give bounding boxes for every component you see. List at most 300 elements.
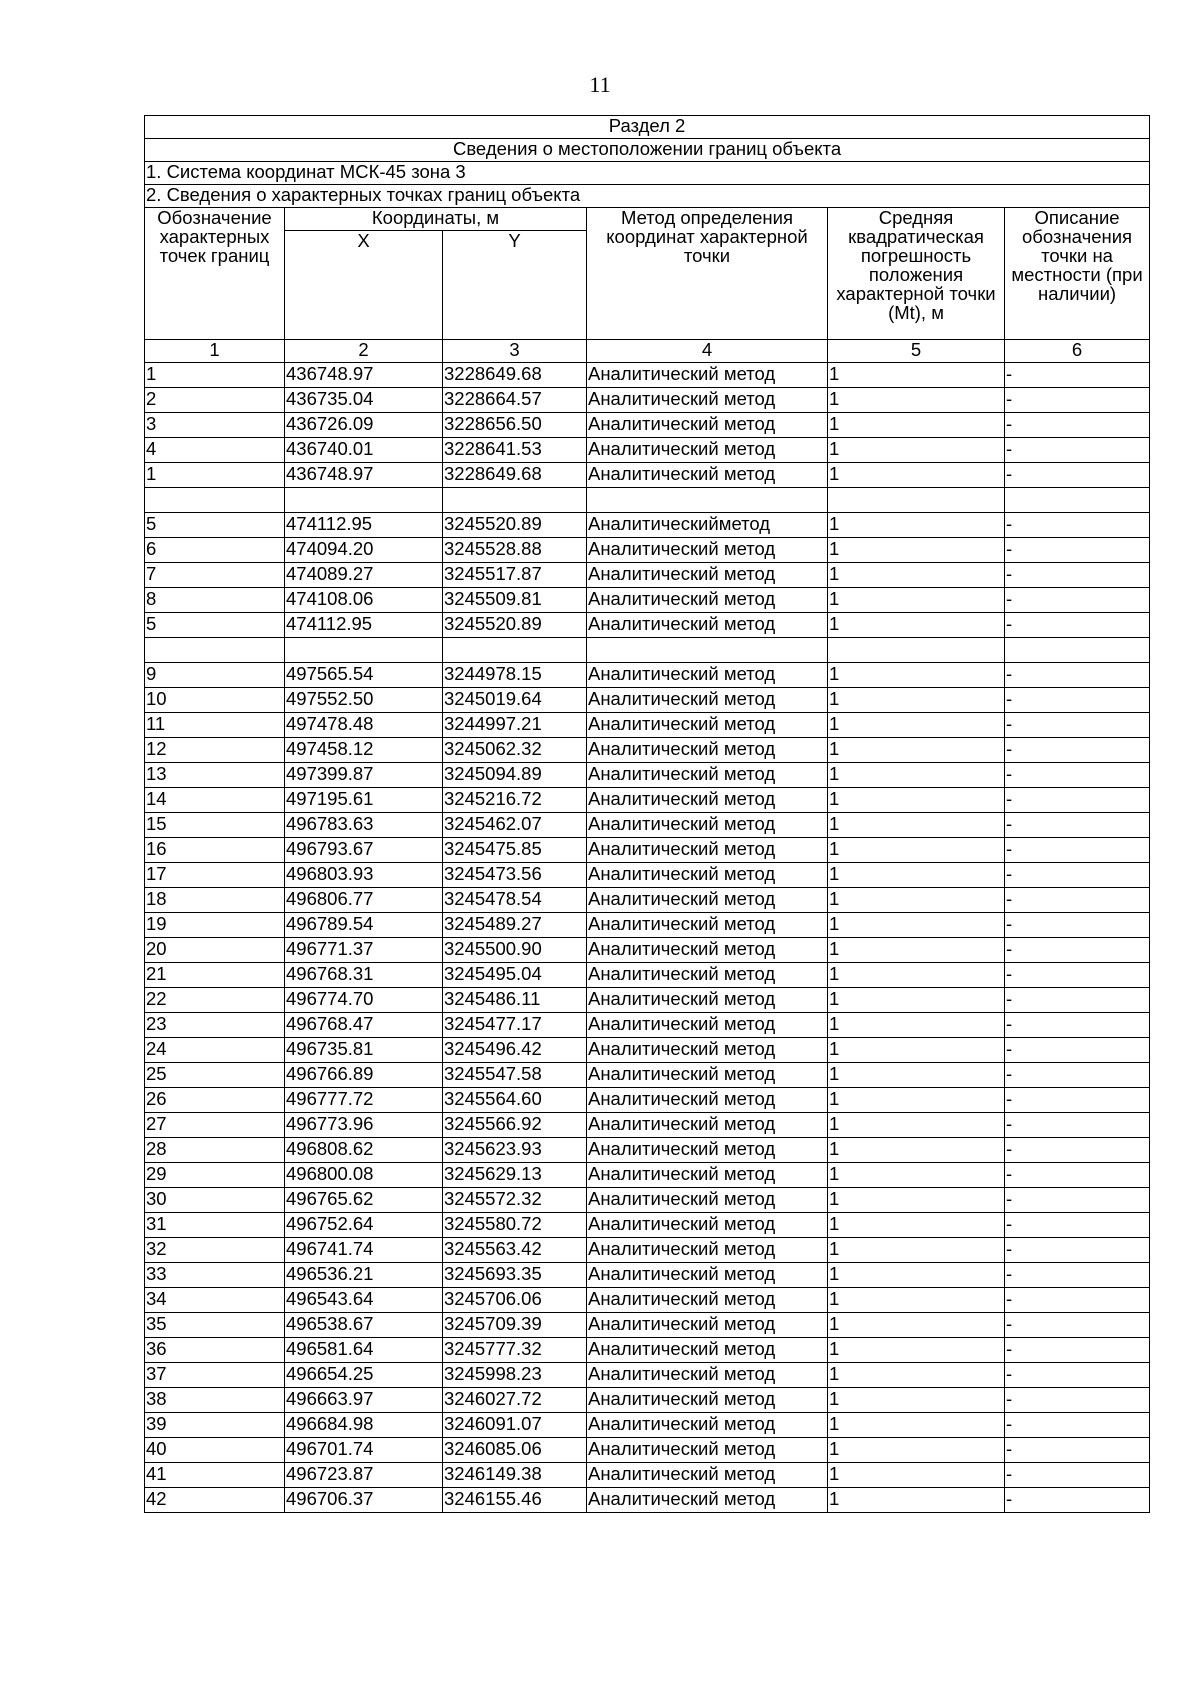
x-coordinate-cell: 496766.89 (285, 1063, 443, 1088)
description-cell: - (1005, 1263, 1150, 1288)
point-number-cell: 14 (145, 788, 285, 813)
table-row (145, 738, 1150, 763)
description-cell: - (1005, 738, 1150, 763)
point-number-cell: 38 (145, 1388, 285, 1413)
x-coordinate-cell: 496765.62 (285, 1188, 443, 1213)
y-coordinate-cell: 3245528.88 (443, 538, 587, 563)
method-cell: Аналитический метод (587, 1288, 828, 1313)
point-number-cell: 26 (145, 1088, 285, 1113)
method-cell: Аналитический метод (587, 1138, 828, 1163)
table-row (145, 1463, 1150, 1488)
x-coordinate-cell: 496701.74 (285, 1438, 443, 1463)
y-coordinate-cell (443, 638, 587, 663)
method-cell: Аналитический метод (587, 1313, 828, 1338)
y-coordinate-cell: 3245019.64 (443, 688, 587, 713)
description-cell: - (1005, 1113, 1150, 1138)
y-coordinate-cell: 3245777.32 (443, 1338, 587, 1363)
description-cell: - (1005, 1463, 1150, 1488)
method-cell: Аналитический метод (587, 1188, 828, 1213)
table-spacer-row (145, 488, 1150, 513)
column-number: 5 (828, 340, 1005, 363)
y-coordinate-cell: 3245580.72 (443, 1213, 587, 1238)
x-coordinate-cell: 496741.74 (285, 1238, 443, 1263)
point-number-cell: 30 (145, 1188, 285, 1213)
point-number-cell: 8 (145, 588, 285, 613)
table-row (145, 1088, 1150, 1113)
point-number-cell: 6 (145, 538, 285, 563)
error-cell: 1 (828, 963, 1005, 988)
point-number-cell: 24 (145, 1038, 285, 1063)
x-coordinate-cell: 496793.67 (285, 838, 443, 863)
method-cell: Аналитический метод (587, 438, 828, 463)
header-point-designation: Обозначение характерных точек границ (145, 208, 285, 340)
error-cell: 1 (828, 388, 1005, 413)
point-number-cell: 16 (145, 838, 285, 863)
description-cell (1005, 638, 1150, 663)
method-cell: Аналитическийметод (587, 513, 828, 538)
x-coordinate-cell: 474112.95 (285, 513, 443, 538)
header-method: Метод определения координат характерной точки (587, 208, 828, 340)
method-cell: Аналитический метод (587, 1338, 828, 1363)
error-cell: 1 (828, 738, 1005, 763)
table-row (145, 1113, 1150, 1138)
x-coordinate-cell: 436740.01 (285, 438, 443, 463)
description-cell: - (1005, 438, 1150, 463)
y-coordinate-cell: 3245477.17 (443, 1013, 587, 1038)
boundary-points-table (144, 115, 1150, 1513)
y-coordinate-cell (443, 488, 587, 513)
point-number-cell (145, 638, 285, 663)
table-row (145, 763, 1150, 788)
description-cell: - (1005, 1313, 1150, 1338)
description-cell: - (1005, 1138, 1150, 1163)
method-cell: Аналитический метод (587, 1113, 828, 1138)
y-coordinate-cell: 3228641.53 (443, 438, 587, 463)
description-cell: - (1005, 1163, 1150, 1188)
description-cell: - (1005, 1213, 1150, 1238)
table-row (145, 1388, 1150, 1413)
table-row (145, 1338, 1150, 1363)
method-cell: Аналитический метод (587, 763, 828, 788)
description-cell: - (1005, 913, 1150, 938)
y-coordinate-cell: 3245496.42 (443, 1038, 587, 1063)
method-cell: Аналитический метод (587, 888, 828, 913)
description-cell: - (1005, 1088, 1150, 1113)
x-coordinate-cell: 436735.04 (285, 388, 443, 413)
error-cell: 1 (828, 788, 1005, 813)
description-cell: - (1005, 513, 1150, 538)
point-number-cell: 23 (145, 1013, 285, 1038)
error-cell: 1 (828, 538, 1005, 563)
points-info-line: 2. Сведения о характерных точках границ объекта (145, 185, 1150, 208)
table-row (145, 1488, 1150, 1513)
y-coordinate-cell: 3228649.68 (443, 463, 587, 488)
table-row (145, 863, 1150, 888)
description-cell: - (1005, 588, 1150, 613)
y-coordinate-cell: 3245478.54 (443, 888, 587, 913)
y-coordinate-cell: 3245520.89 (443, 513, 587, 538)
column-number: 1 (145, 340, 285, 363)
method-cell: Аналитический метод (587, 563, 828, 588)
point-number-cell: 32 (145, 1238, 285, 1263)
error-cell: 1 (828, 363, 1005, 388)
y-coordinate-cell: 3245094.89 (443, 763, 587, 788)
x-coordinate-cell: 497399.87 (285, 763, 443, 788)
table-row (145, 388, 1150, 413)
table-row (145, 1038, 1150, 1063)
x-coordinate-cell: 496543.64 (285, 1288, 443, 1313)
method-cell: Аналитический метод (587, 813, 828, 838)
table-row (145, 1213, 1150, 1238)
x-coordinate-cell: 496783.63 (285, 813, 443, 838)
y-coordinate-cell: 3245520.89 (443, 613, 587, 638)
description-cell: - (1005, 1063, 1150, 1088)
description-cell: - (1005, 888, 1150, 913)
error-cell: 1 (828, 1038, 1005, 1063)
x-coordinate-cell: 474094.20 (285, 538, 443, 563)
table-row (145, 538, 1150, 563)
method-cell: Аналитический метод (587, 1488, 828, 1513)
table-row (145, 688, 1150, 713)
y-coordinate-cell: 3245517.87 (443, 563, 587, 588)
y-coordinate-cell: 3228664.57 (443, 388, 587, 413)
point-number-cell: 35 (145, 1313, 285, 1338)
description-cell: - (1005, 713, 1150, 738)
x-coordinate-cell: 497458.12 (285, 738, 443, 763)
x-coordinate-cell: 496706.37 (285, 1488, 443, 1513)
point-number-cell: 5 (145, 513, 285, 538)
error-cell: 1 (828, 763, 1005, 788)
y-coordinate-cell: 3245486.11 (443, 988, 587, 1013)
x-coordinate-cell: 496581.64 (285, 1338, 443, 1363)
table-row (145, 788, 1150, 813)
x-coordinate-cell: 474112.95 (285, 613, 443, 638)
x-coordinate-cell: 496773.96 (285, 1113, 443, 1138)
x-coordinate-cell: 496752.64 (285, 1213, 443, 1238)
error-cell: 1 (828, 1088, 1005, 1113)
method-cell: Аналитический метод (587, 838, 828, 863)
y-coordinate-cell: 3245693.35 (443, 1263, 587, 1288)
y-coordinate-cell: 3245572.32 (443, 1188, 587, 1213)
table-row (145, 363, 1150, 388)
y-coordinate-cell: 3245623.93 (443, 1138, 587, 1163)
header-y: Y (443, 231, 587, 340)
column-number: 4 (587, 340, 828, 363)
x-coordinate-cell: 496723.87 (285, 1463, 443, 1488)
point-number-cell: 36 (145, 1338, 285, 1363)
point-number-cell: 29 (145, 1163, 285, 1188)
description-cell: - (1005, 1363, 1150, 1388)
method-cell: Аналитический метод (587, 788, 828, 813)
description-cell: - (1005, 1038, 1150, 1063)
table-row (145, 938, 1150, 963)
description-cell: - (1005, 763, 1150, 788)
method-cell: Аналитический метод (587, 1163, 828, 1188)
method-cell (587, 638, 828, 663)
error-cell (828, 638, 1005, 663)
method-cell: Аналитический метод (587, 413, 828, 438)
error-cell: 1 (828, 588, 1005, 613)
page-number: 11 (589, 72, 611, 97)
table-row (145, 563, 1150, 588)
method-cell: Аналитический метод (587, 613, 828, 638)
point-number-cell: 1 (145, 463, 285, 488)
point-number-cell: 1 (145, 363, 285, 388)
description-cell: - (1005, 363, 1150, 388)
column-number: 6 (1005, 340, 1150, 363)
y-coordinate-cell: 3245629.13 (443, 1163, 587, 1188)
point-number-cell: 40 (145, 1438, 285, 1463)
table-row (145, 1363, 1150, 1388)
x-coordinate-cell (285, 488, 443, 513)
table-spacer-row (145, 638, 1150, 663)
description-cell: - (1005, 413, 1150, 438)
coordinate-system-line: 1. Система координат МСК-45 зона 3 (145, 162, 1150, 185)
error-cell: 1 (828, 1013, 1005, 1038)
x-coordinate-cell: 496771.37 (285, 938, 443, 963)
method-cell: Аналитический метод (587, 1363, 828, 1388)
description-cell: - (1005, 963, 1150, 988)
table-row (145, 963, 1150, 988)
description-cell: - (1005, 988, 1150, 1013)
point-number-cell: 7 (145, 563, 285, 588)
description-cell: - (1005, 1388, 1150, 1413)
error-cell: 1 (828, 463, 1005, 488)
description-cell: - (1005, 1238, 1150, 1263)
table-row (145, 513, 1150, 538)
table-row (145, 913, 1150, 938)
point-number-cell: 28 (145, 1138, 285, 1163)
method-cell: Аналитический метод (587, 1088, 828, 1113)
error-cell: 1 (828, 1388, 1005, 1413)
error-cell: 1 (828, 1138, 1005, 1163)
method-cell: Аналитический метод (587, 913, 828, 938)
y-coordinate-cell: 3245475.85 (443, 838, 587, 863)
table-row (145, 1063, 1150, 1088)
table-row (145, 463, 1150, 488)
method-cell: Аналитический метод (587, 1238, 828, 1263)
error-cell: 1 (828, 1188, 1005, 1213)
error-cell: 1 (828, 1263, 1005, 1288)
x-coordinate-cell: 496774.70 (285, 988, 443, 1013)
method-cell: Аналитический метод (587, 1013, 828, 1038)
y-coordinate-cell: 3244997.21 (443, 713, 587, 738)
x-coordinate-cell: 496684.98 (285, 1413, 443, 1438)
point-number-cell: 37 (145, 1363, 285, 1388)
description-cell: - (1005, 813, 1150, 838)
y-coordinate-cell: 3245495.04 (443, 963, 587, 988)
x-coordinate-cell: 496789.54 (285, 913, 443, 938)
table-row (145, 1188, 1150, 1213)
table-row (145, 988, 1150, 1013)
y-coordinate-cell: 3245564.60 (443, 1088, 587, 1113)
method-cell: Аналитический метод (587, 1463, 828, 1488)
y-coordinate-cell: 3245473.56 (443, 863, 587, 888)
description-cell: - (1005, 1438, 1150, 1463)
y-coordinate-cell: 3228649.68 (443, 363, 587, 388)
error-cell: 1 (828, 1163, 1005, 1188)
description-cell: - (1005, 1338, 1150, 1363)
description-cell: - (1005, 663, 1150, 688)
method-cell: Аналитический метод (587, 713, 828, 738)
error-cell: 1 (828, 688, 1005, 713)
column-number: 3 (443, 340, 587, 363)
table-row (145, 1263, 1150, 1288)
error-cell: 1 (828, 413, 1005, 438)
point-number-cell: 15 (145, 813, 285, 838)
x-coordinate-cell: 496768.47 (285, 1013, 443, 1038)
table-row (145, 1238, 1150, 1263)
y-coordinate-cell: 3246149.38 (443, 1463, 587, 1488)
error-cell: 1 (828, 1363, 1005, 1388)
method-cell: Аналитический метод (587, 1438, 828, 1463)
point-number-cell: 4 (145, 438, 285, 463)
x-coordinate-cell: 436748.97 (285, 463, 443, 488)
point-number-cell: 22 (145, 988, 285, 1013)
method-cell (587, 488, 828, 513)
error-cell: 1 (828, 1338, 1005, 1363)
method-cell: Аналитический метод (587, 1213, 828, 1238)
x-coordinate-cell: 496538.67 (285, 1313, 443, 1338)
x-coordinate-cell: 496777.72 (285, 1088, 443, 1113)
error-cell: 1 (828, 938, 1005, 963)
table-row (145, 1013, 1150, 1038)
y-coordinate-cell: 3246027.72 (443, 1388, 587, 1413)
column-number: 2 (285, 340, 443, 363)
description-cell: - (1005, 788, 1150, 813)
y-coordinate-cell: 3245998.23 (443, 1363, 587, 1388)
x-coordinate-cell: 497195.61 (285, 788, 443, 813)
method-cell: Аналитический метод (587, 738, 828, 763)
method-cell: Аналитический метод (587, 1388, 828, 1413)
x-coordinate-cell (285, 638, 443, 663)
point-number-cell: 27 (145, 1113, 285, 1138)
point-number-cell: 13 (145, 763, 285, 788)
error-cell: 1 (828, 1488, 1005, 1513)
x-coordinate-cell: 496768.31 (285, 963, 443, 988)
y-coordinate-cell: 3245566.92 (443, 1113, 587, 1138)
error-cell: 1 (828, 888, 1005, 913)
y-coordinate-cell: 3245489.27 (443, 913, 587, 938)
method-cell: Аналитический метод (587, 663, 828, 688)
x-coordinate-cell: 496806.77 (285, 888, 443, 913)
description-cell: - (1005, 1013, 1150, 1038)
y-coordinate-cell: 3245216.72 (443, 788, 587, 813)
method-cell: Аналитический метод (587, 1038, 828, 1063)
table-row (145, 438, 1150, 463)
x-coordinate-cell: 496654.25 (285, 1363, 443, 1388)
table-row (145, 1163, 1150, 1188)
column-numbers-row (145, 340, 1150, 363)
y-coordinate-cell: 3245563.42 (443, 1238, 587, 1263)
y-coordinate-cell: 3245709.39 (443, 1313, 587, 1338)
x-coordinate-cell: 497478.48 (285, 713, 443, 738)
x-coordinate-cell: 496735.81 (285, 1038, 443, 1063)
method-cell: Аналитический метод (587, 463, 828, 488)
y-coordinate-cell: 3245509.81 (443, 588, 587, 613)
method-cell: Аналитический метод (587, 938, 828, 963)
error-cell: 1 (828, 1463, 1005, 1488)
error-cell: 1 (828, 1238, 1005, 1263)
section-subtitle: Сведения о местоположении границ объекта (145, 139, 1150, 162)
point-number-cell: 39 (145, 1413, 285, 1438)
method-cell: Аналитический метод (587, 363, 828, 388)
x-coordinate-cell: 496800.08 (285, 1163, 443, 1188)
section-title: Раздел 2 (145, 116, 1150, 139)
description-cell: - (1005, 1488, 1150, 1513)
error-cell: 1 (828, 1438, 1005, 1463)
method-cell: Аналитический метод (587, 1263, 828, 1288)
point-number-cell: 21 (145, 963, 285, 988)
point-number-cell: 2 (145, 388, 285, 413)
description-cell: - (1005, 863, 1150, 888)
error-cell: 1 (828, 1413, 1005, 1438)
table-row (145, 1313, 1150, 1338)
error-cell: 1 (828, 438, 1005, 463)
error-cell: 1 (828, 663, 1005, 688)
x-coordinate-cell: 474089.27 (285, 563, 443, 588)
point-number-cell: 19 (145, 913, 285, 938)
point-number-cell: 10 (145, 688, 285, 713)
description-cell: - (1005, 613, 1150, 638)
table-row (145, 413, 1150, 438)
header-x: X (285, 231, 443, 340)
error-cell: 1 (828, 1213, 1005, 1238)
y-coordinate-cell: 3245062.32 (443, 738, 587, 763)
point-number-cell: 42 (145, 1488, 285, 1513)
point-number-cell: 20 (145, 938, 285, 963)
point-number-cell: 12 (145, 738, 285, 763)
error-cell: 1 (828, 863, 1005, 888)
x-coordinate-cell: 497565.54 (285, 663, 443, 688)
error-cell: 1 (828, 513, 1005, 538)
table-row (145, 1288, 1150, 1313)
description-cell: - (1005, 938, 1150, 963)
table-row (145, 888, 1150, 913)
point-number-cell: 34 (145, 1288, 285, 1313)
table-row (145, 713, 1150, 738)
description-cell: - (1005, 388, 1150, 413)
point-number-cell (145, 488, 285, 513)
method-cell: Аналитический метод (587, 388, 828, 413)
method-cell: Аналитический метод (587, 688, 828, 713)
point-number-cell: 18 (145, 888, 285, 913)
point-number-cell: 5 (145, 613, 285, 638)
point-number-cell: 41 (145, 1463, 285, 1488)
error-cell: 1 (828, 1063, 1005, 1088)
point-number-cell: 31 (145, 1213, 285, 1238)
error-cell: 1 (828, 563, 1005, 588)
error-cell: 1 (828, 1288, 1005, 1313)
error-cell: 1 (828, 713, 1005, 738)
error-cell: 1 (828, 838, 1005, 863)
method-cell: Аналитический метод (587, 1063, 828, 1088)
y-coordinate-cell: 3245500.90 (443, 938, 587, 963)
error-cell: 1 (828, 913, 1005, 938)
y-coordinate-cell: 3245462.07 (443, 813, 587, 838)
method-cell: Аналитический метод (587, 538, 828, 563)
table-row (145, 1138, 1150, 1163)
point-number-cell: 11 (145, 713, 285, 738)
y-coordinate-cell: 3246155.46 (443, 1488, 587, 1513)
error-cell: 1 (828, 1113, 1005, 1138)
description-cell: - (1005, 463, 1150, 488)
header-error: Средняя квадратическая погрешность положения характерной точки (Mt), м (828, 208, 1005, 340)
description-cell: - (1005, 838, 1150, 863)
table-row (145, 1413, 1150, 1438)
x-coordinate-cell: 496663.97 (285, 1388, 443, 1413)
header-coordinates: Координаты, м (285, 208, 587, 231)
